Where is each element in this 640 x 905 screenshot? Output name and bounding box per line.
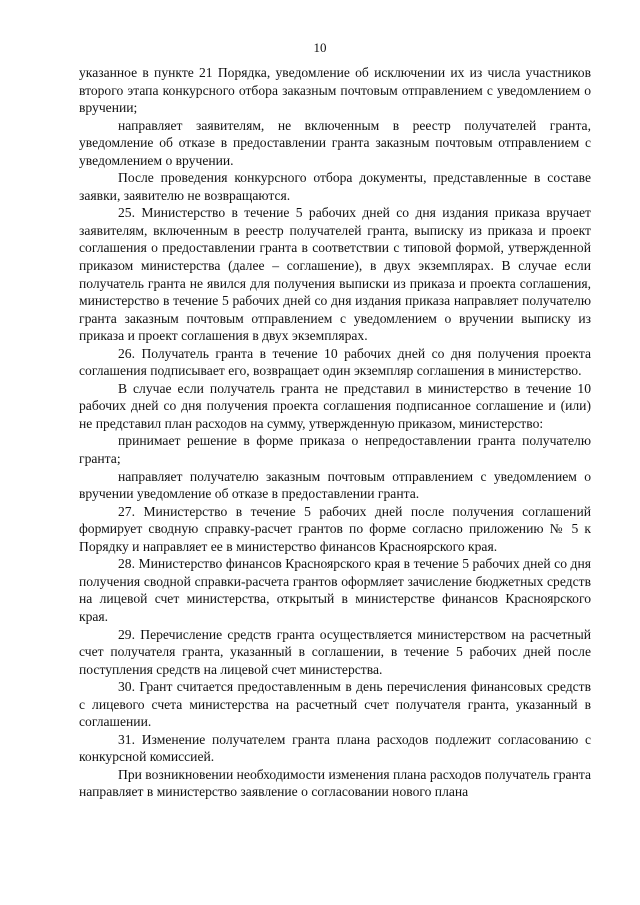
paragraph-item-28: 28. Министерство финансов Красноярского края в течение 5 рабочих дней со дня получения сводной справки-расчета грантов оформляет зачисление бюджетных средств на лицевой счет министерства, открытый в министерстве финансов Красноярского края.	[79, 556, 591, 624]
paragraph-refusal-notice: направляет получателю заказным почтовым отправлением с уведомлением о вручении уведомление об отказе в предоставлении гранта.	[79, 468, 591, 502]
paragraph-item-26: 26. Получатель гранта в течение 10 рабочих дней со дня получения проекта соглашения подписывает его, возвращает один экземпляр соглашения в министерство.	[79, 345, 591, 379]
paragraph-rejection-notice: направляет заявителям, не включенным в реестр получателей гранта, уведомление об отказе в предоставлении гранта заказным почтовым отправлением с уведомлением о вручении.	[79, 117, 591, 168]
paragraph-item-31: 31. Изменение получателем гранта плана расходов подлежит согласованию с конкурсной комиссией.	[79, 731, 591, 765]
paragraph-plan-change: При возникновении необходимости изменения плана расходов получатель гранта направляет в министерство заявление о согласовании нового плана	[79, 766, 591, 800]
paragraph-continuation: указанное в пункте 21 Порядка, уведомление об исключении их из числа участников второго этапа конкурсного отбора заказным почтовым отправлением с уведомлением о вручении;	[79, 65, 591, 116]
paragraph-item-30: 30. Грант считается предоставленным в день перечисления финансовых средств с лицевого счета министерства на расчетный счет получателя гранта, указанный в соглашении.	[79, 679, 591, 730]
paragraph-item-27: 27. Министерство в течение 5 рабочих дней после получения соглашений формирует сводную справку-расчет грантов по форме согласно приложению № 5 к Порядку и направляет ее в министерство финансов Красноярского края.	[79, 503, 591, 554]
paragraph-item-26-failure: В случае если получатель гранта не представил в министерство в течение 10 рабочих дней со дня получения проекта соглашения подписанное соглашение и (или) не представил план расходов на сумму, утвержденную приказом, министерство:	[79, 380, 591, 431]
page-number: 10	[313, 40, 327, 55]
paragraph-documents-not-returned: После проведения конкурсного отбора документы, представленные в составе заявки, заявителю не возвращаются.	[79, 170, 591, 203]
document-body	[79, 64, 591, 801]
paragraph-item-29: 29. Перечисление средств гранта осуществляется министерством на расчетный счет получателя гранта, указанный в соглашении, в течение 5 рабочих дней после поступления средств на лицевой счет министерства.	[79, 626, 591, 677]
paragraph-decision: принимает решение в форме приказа о непредоставлении гранта получателю гранта;	[79, 433, 591, 467]
paragraph-item-25: 25. Министерство в течение 5 рабочих дней со дня издания приказа вручает заявителям, включенным в реестр получателей гранта, выписку из приказа и проект соглашения о предоставлении гранта в соответствии с типовой формой, утвержденной приказом министерства (далее – соглашение), в двух экземплярах. В случае если получатель гранта не явился для получения выписки из приказа и проекта соглашения, министерство в течение 5 рабочих дней со дня издания приказа направляет получателю гранта заказным почтовым отправлением с уведомлением о вручении выписку из приказа и проект соглашения в двух экземплярах.	[79, 205, 591, 344]
